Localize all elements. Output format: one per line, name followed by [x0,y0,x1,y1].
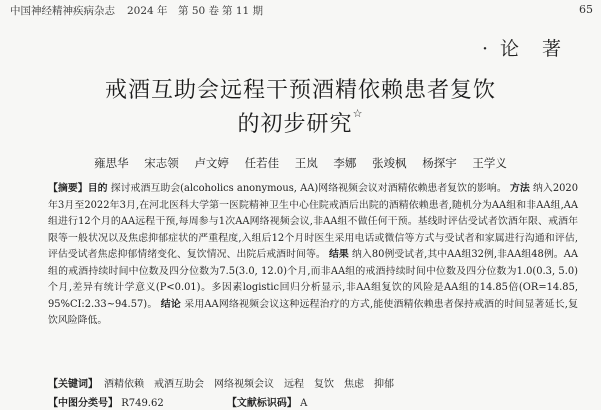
author-name: 宋志领 [144,156,179,170]
section-tag-label: 论 著 [500,38,564,60]
author-list [0,155,601,171]
keyword: 复饮 [314,379,334,390]
conclusion-label: 结论 [160,298,181,310]
classification-line [48,394,307,409]
journal-name: 中国神经精神疾病杂志 [10,5,115,17]
clc-label: 【中图分类号】 [48,398,118,409]
author-name: 雍思华 [94,156,129,170]
doc-code-value: A [300,398,308,409]
bullet-dot-icon: · [482,38,491,60]
author-name: 李娜 [333,156,357,170]
article-title-line2 [0,107,601,138]
article-title-line1: 戒酒互助会远程干预酒精依赖患者复饮 [104,78,496,103]
objective-label: 目的 [87,183,108,194]
keyword: 戒酒互助会 [154,379,204,390]
journal-year: 2024 年 [127,5,168,17]
keyword: 抑郁 [374,379,394,390]
running-header [10,3,593,17]
keywords-line [48,375,404,390]
keywords-label: 【关键词】 [48,379,98,390]
conclusion-text: 采用AA网络视频会议这种远程治疗的方式,能使酒精依赖患者保持戒酒的时间显著延长,复饮风险降低。 [48,298,578,326]
method-text: 纳入2020年3月至2022年3月,在河北医科大学第一医院精神卫生中心住院戒酒后出院的酒精依赖患者,随机分为AA组和非AA组,AA组进行12个月的AA远程干预,每周参与1次AA网络视频会议,非AA组不做任何干预。基线时评估受试者饮酒年限、戒酒年限等一般状况以及焦虑抑郁症状的严重程度,入组后12个月时医生采用电话或微信等方式与受试者和家属进行沟通和评估,评估受试者焦虑抑郁情绪变化、复饮情况、出院后戒酒时间等。 [48,183,578,260]
journal-issue: 第 11 期 [222,5,264,17]
method-label: 方法 [509,183,530,194]
keyword: 焦虑 [344,379,364,390]
journal-volume: 第 50 卷 [178,5,220,17]
author-name: 任若佳 [244,156,280,170]
keyword: 酒精依赖 [104,379,144,390]
author-name: 王学义 [472,156,507,170]
page-number: 65 [579,3,593,16]
abstract-block [48,181,578,330]
clc-value: R749.62 [121,398,164,409]
result-label: 结果 [328,249,349,260]
article-title-line2-text: 的初步研究 [237,112,353,137]
keyword: 远程 [284,379,304,390]
doc-code-label: 【文献标识码】 [226,398,297,409]
author-name: 卢文婷 [194,156,229,170]
author-name: 张竣枫 [372,156,407,170]
keyword: 网络视频会议 [214,379,274,390]
section-tag [482,34,563,61]
result-text: 纳入80例受试者,其中AA组32例,非AA组48例。AA组的戒酒持续时间中位数及四分位数为7.5(3.0, 12.0)个月,而非AA组的戒酒持续时间中位数及四分位数为1.0(0.3, 5.0)个月,差异有统计学意义(P<0.01)。多因素logistic回归分析显示,非AA组复饮的风险是AA组的14.85倍(OR=14.85, 95%CI:2.33~94.57)。 [48,249,578,310]
abstract-label: 【摘要】 [48,183,88,194]
author-name: 王岚 [294,156,318,170]
fund-star-icon: ☆ [352,107,364,120]
objective-text: 探讨戒酒互助会(alcoholics anonymous, AA)网络视频会议对酒精依赖患者复饮的影响。 [110,183,507,194]
author-name: 杨探宇 [422,156,457,170]
